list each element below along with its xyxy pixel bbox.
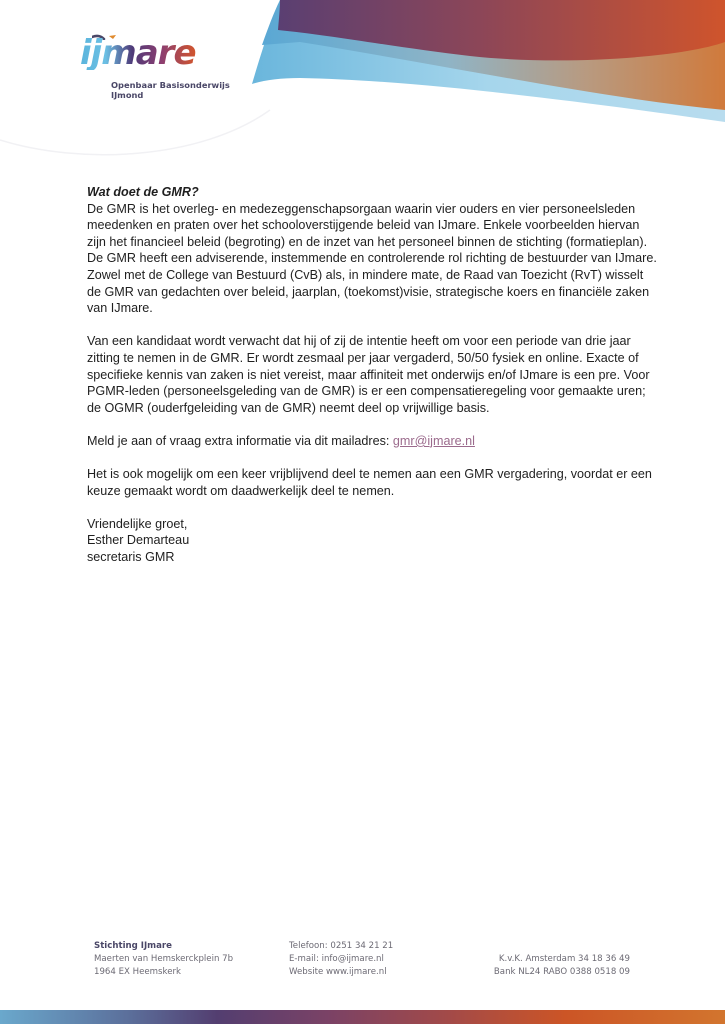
footer-org-name: Stichting IJmare [94,941,172,951]
paragraph-gmr-intro: De GMR is het overleg- en medezeggenschapsorgaan waarin vier ouders en vier personeelsleden meedenken en praten over het schooloverstijgende beleid van IJmare. Enkele voorbeelden hiervan zijn het financieel beleid (begroting) en de inzet van het personeel binnen de stichting (formatieplan). [87,201,648,249]
bottom-gradient-bar [0,1010,725,1024]
letterhead-footer [94,940,634,984]
closing-greeting: Vriendelijke groet, [87,516,188,531]
signer-role: secretaris GMR [87,550,175,565]
footer-address-line2: 1964 EX Heemskerk [94,967,182,978]
footer-email: E-mail: info@ijmare.nl [289,954,384,965]
ijmare-logo [80,33,230,106]
paragraph-candidate: Van een kandidaat wordt verwacht dat hij of zij de intentie heeft om voor een periode van drie jaar zitting te nemen in de GMR. Er wordt zesmaal per jaar vergaderd, 50/50 fysiek en online. Exacte of specifieke kennis van zaken is niet vereist, maar affiniteit met onderwijs en/of IJmare is een pre. Voor PGMR-leden (personeelsgeleding van de GMR) is er een compensatieregeling voor gemaakte uren; de OGMR (ouderfgeleiding van de GMR) neemt deel op vrijwillige basis. [87,334,650,415]
footer-website: Website www.ijmare.nl [289,967,387,978]
footer-address [94,940,233,980]
logo-wordmark: ijmare [80,33,196,73]
spacer [87,416,657,433]
footer-registration [494,953,630,979]
contact-text: Meld je aan of vraag extra informatie via dit mailadres: [87,433,393,448]
logo-subtitle [111,80,230,100]
paragraph-gmr-role: De GMR heeft een adviserende, instemmende en controlerende rol richting de bestuurder van IJmare. Zowel met de College van Bestuurd (CvB) als, in mindere mate, de Raad van Toezicht (RvT) wisselt de GMR van gedachten over beleid, jaarplan, (toekomst)visie, strategische koers en financiële zaken van IJmare. [87,251,657,316]
spacer [87,317,657,334]
spacer [87,499,657,516]
footer-contact [289,940,393,980]
footer-address-line1: Maerten van Hemskerckplein 7b [94,954,234,965]
section-heading: Wat doet de GMR? [87,185,199,199]
paragraph-contact [87,433,657,450]
signer-name: Esther Demarteau [87,533,190,548]
paragraph-trial-meeting: Het is ook mogelijk om een keer vrijblijvend deel te nemen aan een GMR vergadering, voordat er een keuze gemaakt wordt om daadwerkelijk deel te nemen. [87,467,652,498]
footer-kvk: K.v.K. Amsterdam 34 18 36 49 [498,954,630,965]
logo-subtitle-line2: IJmond [111,90,144,100]
email-link[interactable]: gmr@ijmare.nl [392,433,475,448]
spacer [87,450,657,467]
faint-arc [0,110,270,155]
letter-body [87,184,657,566]
logo-subtitle-line1: Openbaar Basisonderwijs [111,80,230,90]
footer-phone: Telefoon: 0251 34 21 21 [289,941,394,951]
footer-bank: Bank NL24 RABO 0388 0518 09 [493,967,630,978]
